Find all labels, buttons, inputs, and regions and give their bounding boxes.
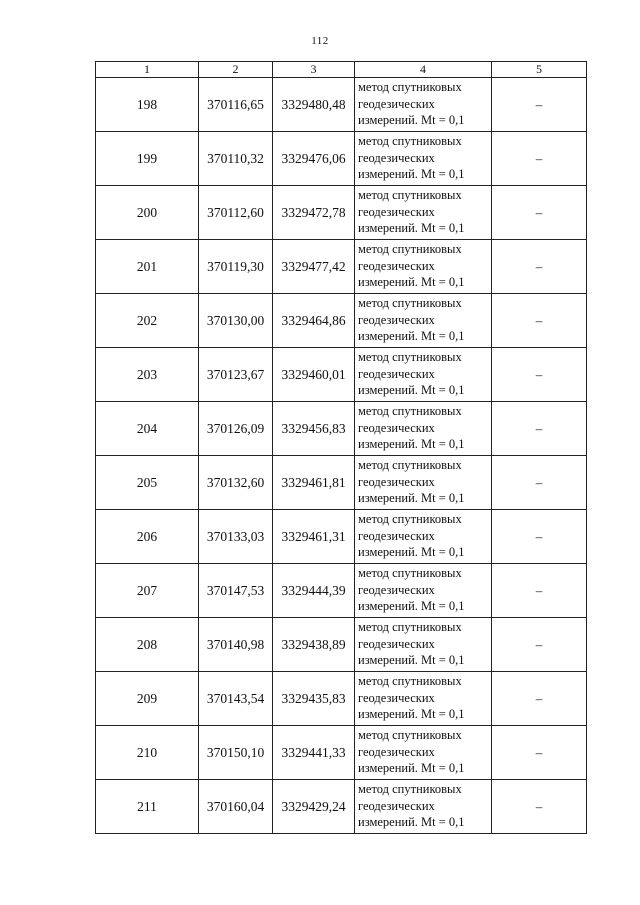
note-cell: – [492, 726, 587, 780]
method-text-line: геодезических [358, 96, 435, 111]
note-cell: – [492, 402, 587, 456]
note-cell: – [492, 294, 587, 348]
method-cell [355, 672, 492, 726]
page-number: 112 [311, 35, 329, 47]
method-cell [355, 510, 492, 564]
method-text-line: метод спутниковых [358, 188, 462, 202]
method-text-line: измерений. Mt = 0,1 [358, 653, 465, 667]
x-coordinate-cell: 370126,09 [199, 402, 273, 456]
method-text-line: метод спутниковых [358, 728, 462, 742]
method-text-line: геодезических [358, 636, 435, 651]
y-coordinate-cell: 3329476,06 [273, 132, 355, 186]
method-text-line: измерений. Mt = 0,1 [358, 167, 465, 181]
table-row [96, 402, 587, 456]
column-header-2: 2 [199, 62, 273, 78]
point-number-cell: 206 [96, 510, 199, 564]
y-coordinate-cell: 3329456,83 [273, 402, 355, 456]
table-header-row [96, 62, 587, 78]
method-text-line: измерений. Mt = 0,1 [358, 221, 465, 235]
point-number-cell: 211 [96, 780, 199, 834]
method-text-line: измерений. Mt = 0,1 [358, 275, 465, 289]
method-cell [355, 726, 492, 780]
note-cell: – [492, 618, 587, 672]
method-text-line: геодезических [358, 312, 435, 327]
y-coordinate-cell: 3329460,01 [273, 348, 355, 402]
coordinates-table [95, 61, 587, 834]
note-cell: – [492, 510, 587, 564]
table-row [96, 780, 587, 834]
x-coordinate-cell: 370143,54 [199, 672, 273, 726]
method-text-line: геодезических [358, 744, 435, 759]
method-text-line: метод спутниковых [358, 404, 462, 418]
method-cell [355, 186, 492, 240]
note-cell: – [492, 78, 587, 132]
x-coordinate-cell: 370123,67 [199, 348, 273, 402]
table-row [96, 132, 587, 186]
method-text-line: метод спутниковых [358, 620, 462, 634]
y-coordinate-cell: 3329429,24 [273, 780, 355, 834]
point-number-cell: 210 [96, 726, 199, 780]
y-coordinate-cell: 3329477,42 [273, 240, 355, 294]
method-cell [355, 456, 492, 510]
method-cell [355, 618, 492, 672]
method-text-line: измерений. Mt = 0,1 [358, 329, 465, 343]
note-cell: – [492, 186, 587, 240]
method-text-line: измерений. Mt = 0,1 [358, 761, 465, 775]
y-coordinate-cell: 3329480,48 [273, 78, 355, 132]
note-cell: – [492, 564, 587, 618]
x-coordinate-cell: 370119,30 [199, 240, 273, 294]
method-cell [355, 78, 492, 132]
method-text-line: метод спутниковых [358, 350, 462, 364]
method-text-line: измерений. Mt = 0,1 [358, 545, 465, 559]
y-coordinate-cell: 3329472,78 [273, 186, 355, 240]
x-coordinate-cell: 370110,32 [199, 132, 273, 186]
point-number-cell: 204 [96, 402, 199, 456]
method-text-line: метод спутниковых [358, 512, 462, 526]
column-header-1: 1 [96, 62, 199, 78]
table-row [96, 672, 587, 726]
method-text-line: геодезических [358, 366, 435, 381]
method-cell [355, 132, 492, 186]
x-coordinate-cell: 370132,60 [199, 456, 273, 510]
method-cell [355, 294, 492, 348]
method-text-line: геодезических [358, 420, 435, 435]
method-text-line: метод спутниковых [358, 782, 462, 796]
table-row [96, 564, 587, 618]
point-number-cell: 202 [96, 294, 199, 348]
y-coordinate-cell: 3329464,86 [273, 294, 355, 348]
y-coordinate-cell: 3329461,31 [273, 510, 355, 564]
point-number-cell: 203 [96, 348, 199, 402]
method-text-line: метод спутниковых [358, 674, 462, 688]
x-coordinate-cell: 370133,03 [199, 510, 273, 564]
table-body [96, 78, 587, 834]
table-row [96, 726, 587, 780]
note-cell: – [492, 240, 587, 294]
method-cell [355, 780, 492, 834]
column-header-4: 4 [355, 62, 492, 78]
column-header-5: 5 [492, 62, 587, 78]
method-text-line: геодезических [358, 798, 435, 813]
method-text-line: измерений. Mt = 0,1 [358, 113, 465, 127]
table-row [96, 618, 587, 672]
y-coordinate-cell: 3329444,39 [273, 564, 355, 618]
y-coordinate-cell: 3329438,89 [273, 618, 355, 672]
point-number-cell: 209 [96, 672, 199, 726]
method-text-line: метод спутниковых [358, 296, 462, 310]
y-coordinate-cell: 3329435,83 [273, 672, 355, 726]
x-coordinate-cell: 370140,98 [199, 618, 273, 672]
method-text-line: измерений. Mt = 0,1 [358, 383, 465, 397]
x-coordinate-cell: 370160,04 [199, 780, 273, 834]
method-text-line: метод спутниковых [358, 566, 462, 580]
method-text-line: метод спутниковых [358, 80, 462, 94]
x-coordinate-cell: 370130,00 [199, 294, 273, 348]
method-text-line: измерений. Mt = 0,1 [358, 599, 465, 613]
point-number-cell: 207 [96, 564, 199, 618]
table-row [96, 78, 587, 132]
method-text-line: измерений. Mt = 0,1 [358, 707, 465, 721]
method-text-line: геодезических [358, 582, 435, 597]
note-cell: – [492, 456, 587, 510]
table-row [96, 510, 587, 564]
method-text-line: метод спутниковых [358, 242, 462, 256]
y-coordinate-cell: 3329461,81 [273, 456, 355, 510]
method-text-line: измерений. Mt = 0,1 [358, 491, 465, 505]
note-cell: – [492, 348, 587, 402]
y-coordinate-cell: 3329441,33 [273, 726, 355, 780]
method-cell [355, 348, 492, 402]
note-cell: – [492, 132, 587, 186]
method-text-line: измерений. Mt = 0,1 [358, 815, 465, 829]
table-row [96, 294, 587, 348]
point-number-cell: 201 [96, 240, 199, 294]
method-text-line: геодезических [358, 528, 435, 543]
method-text-line: геодезических [358, 150, 435, 165]
table-row [96, 240, 587, 294]
point-number-cell: 205 [96, 456, 199, 510]
table-row [96, 186, 587, 240]
note-cell: – [492, 672, 587, 726]
point-number-cell: 198 [96, 78, 199, 132]
x-coordinate-cell: 370150,10 [199, 726, 273, 780]
column-header-3: 3 [273, 62, 355, 78]
method-text-line: геодезических [358, 204, 435, 219]
point-number-cell: 199 [96, 132, 199, 186]
method-text-line: измерений. Mt = 0,1 [358, 437, 465, 451]
point-number-cell: 208 [96, 618, 199, 672]
note-cell: – [492, 780, 587, 834]
method-text-line: геодезических [358, 690, 435, 705]
point-number-cell: 200 [96, 186, 199, 240]
method-text-line: геодезических [358, 474, 435, 489]
method-text-line: метод спутниковых [358, 458, 462, 472]
method-cell [355, 240, 492, 294]
x-coordinate-cell: 370116,65 [199, 78, 273, 132]
x-coordinate-cell: 370112,60 [199, 186, 273, 240]
method-cell [355, 564, 492, 618]
method-text-line: геодезических [358, 258, 435, 273]
method-text-line: метод спутниковых [358, 134, 462, 148]
x-coordinate-cell: 370147,53 [199, 564, 273, 618]
table-row [96, 456, 587, 510]
method-cell [355, 402, 492, 456]
table-row [96, 348, 587, 402]
